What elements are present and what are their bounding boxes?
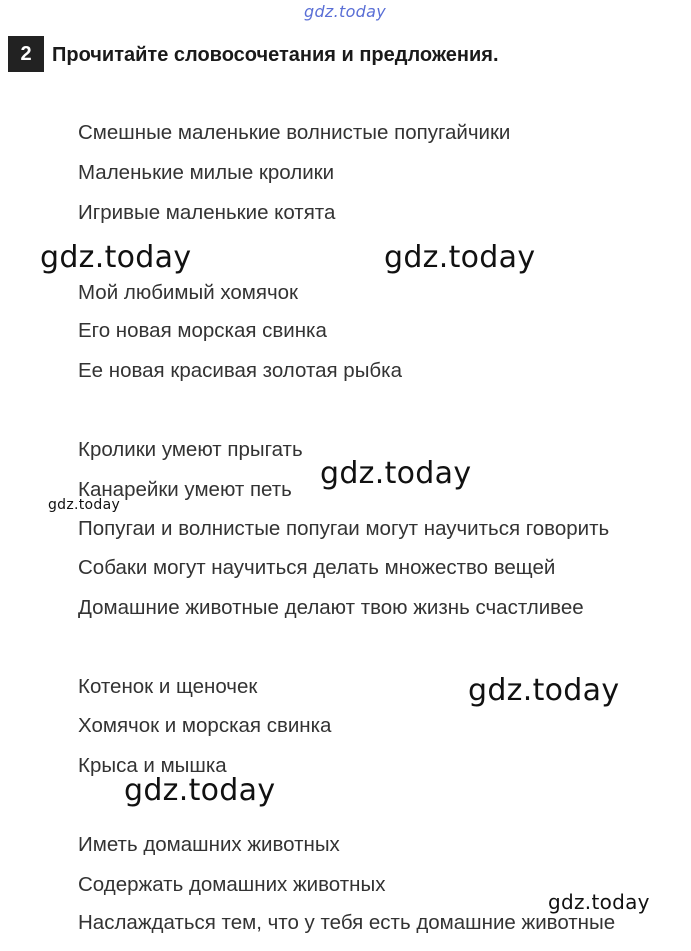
- phrase-line: Содержать домашних животных: [78, 873, 386, 896]
- exercise-title: Прочитайте словосочетания и предложения.: [52, 44, 499, 66]
- watermark: gdz.today: [40, 240, 192, 275]
- exercise-number-badge: 2: [8, 36, 44, 72]
- phrase-line: Мой любимый хомячок: [78, 281, 299, 304]
- sentence-line: Попугаи и волнистые попугаи могут научиться говорить: [78, 517, 610, 540]
- watermark-top: gdz.today: [304, 2, 386, 21]
- watermark: gdz.today: [124, 773, 276, 808]
- sentence-line: Домашние животные делают твою жизнь счастливее: [78, 596, 584, 619]
- phrase-line: Его новая морская свинка: [78, 319, 327, 342]
- watermark: gdz.today: [468, 673, 620, 708]
- phrase-line: Ее новая красивая золотая рыбка: [78, 359, 402, 382]
- phrase-line: Игривые маленькие котята: [78, 201, 336, 224]
- sentence-line: Собаки могут научиться делать множество вещей: [78, 556, 556, 579]
- sentence-line: Кролики умеют прыгать: [78, 438, 303, 461]
- phrase-line: Иметь домашних животных: [78, 833, 340, 856]
- phrase-line: Крыса и мышка: [78, 754, 227, 777]
- watermark: gdz.today: [384, 240, 536, 275]
- phrase-line: Котенок и щеночек: [78, 675, 258, 698]
- sentence-line: Канарейки умеют петь: [78, 478, 292, 501]
- watermark: gdz.today: [48, 497, 121, 513]
- phrase-line: Хомячок и морская свинка: [78, 714, 332, 737]
- phrase-line: Наслаждаться тем, что у тебя есть домашние животные: [78, 911, 616, 934]
- phrase-line: Маленькие милые кролики: [78, 161, 335, 184]
- watermark: gdz.today: [320, 456, 472, 491]
- watermark: gdz.today: [548, 890, 650, 914]
- phrase-line: Смешные маленькие волнистые попугайчики: [78, 121, 511, 144]
